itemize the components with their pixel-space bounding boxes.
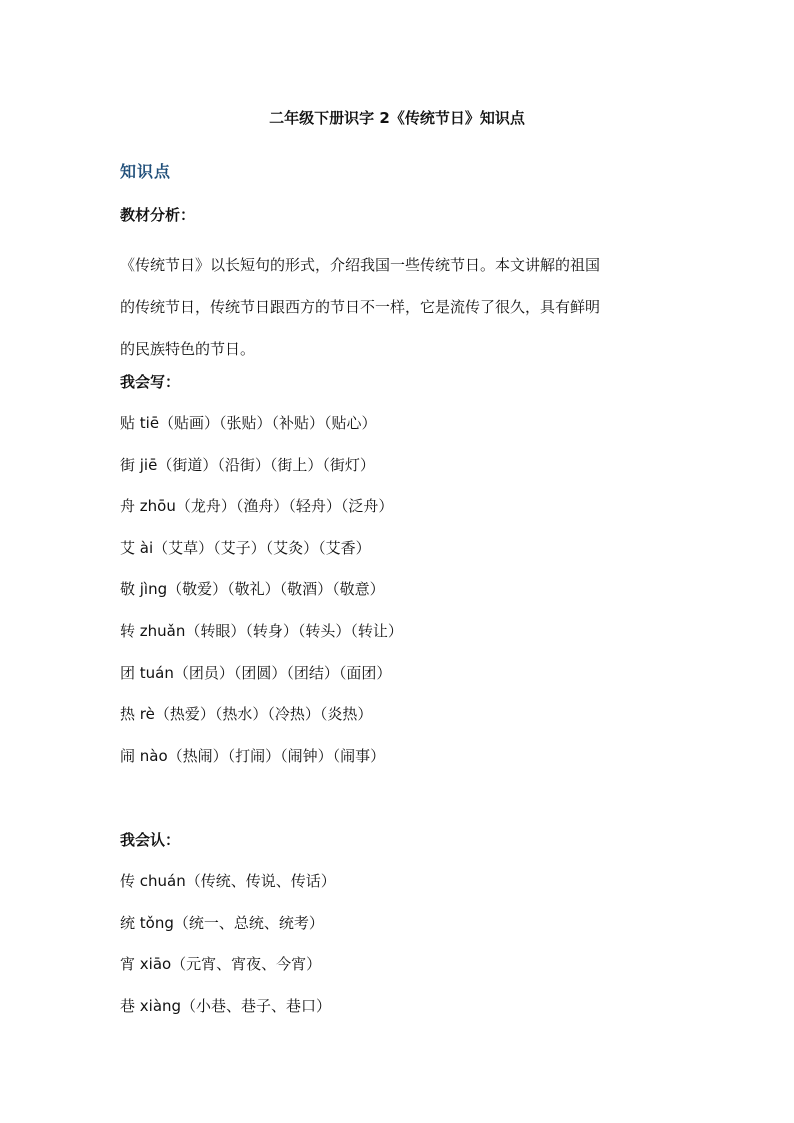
- analysis-heading: 教材分析：: [120, 206, 196, 224]
- analysis-line: 的传统节日，传统节日跟西方的节日不一样，它是流传了很久，具有鲜明: [120, 298, 601, 316]
- list-item: 舟 zhōu（龙舟）（渔舟）（轻舟）（泛舟）: [120, 497, 394, 516]
- analysis-line: 的民族特色的节日。: [120, 340, 256, 358]
- list-item: 街 jiē（街道）（沿街）（街上）（街灯）: [120, 455, 375, 474]
- list-item: 巷 xiàng（小巷、巷子、巷口）: [120, 996, 332, 1015]
- analysis-paragraph: [120, 244, 680, 370]
- analysis-line: 《传统节日》以长短句的形式，介绍我国一些传统节日。本文讲解的祖国: [120, 256, 601, 274]
- list-item: 团 tuán（团员）（团圆）（团结）（面团）: [120, 663, 392, 682]
- list-item: 宵 xiāo（元宵、宵夜、今宵）: [120, 955, 322, 974]
- recognize-list: [120, 869, 336, 1035]
- list-item: 闹 nào（热闹）（打闹）（闹钟）（闹事）: [120, 746, 386, 765]
- list-item: 热 rè（热爱）（热水）（冷热）（炎热）: [120, 705, 373, 724]
- write-heading: 我会写：: [120, 373, 181, 391]
- list-item: 传 chuán（传统、传说、传话）: [120, 872, 336, 890]
- list-item: 艾 ài（艾草）（艾子）（艾灸）（艾香）: [120, 538, 371, 557]
- section-heading-knowledge: 知识点: [120, 162, 172, 181]
- document-title: 二年级下册识字 2《传统节日》知识点: [269, 109, 525, 127]
- list-item: 敬 jìng（敬爱）（敬礼）（敬酒）（敬意）: [120, 580, 385, 599]
- recognize-heading: 我会认：: [120, 831, 181, 849]
- list-item: 转 zhuǎn（转眼）（转身）（转头）（转让）: [120, 621, 403, 640]
- list-item: 统 tǒng（统一、总统、统考）: [120, 913, 324, 932]
- write-list: [120, 411, 403, 785]
- list-item: 贴 tiē（贴画）（张贴）（补贴）（贴心）: [120, 414, 377, 432]
